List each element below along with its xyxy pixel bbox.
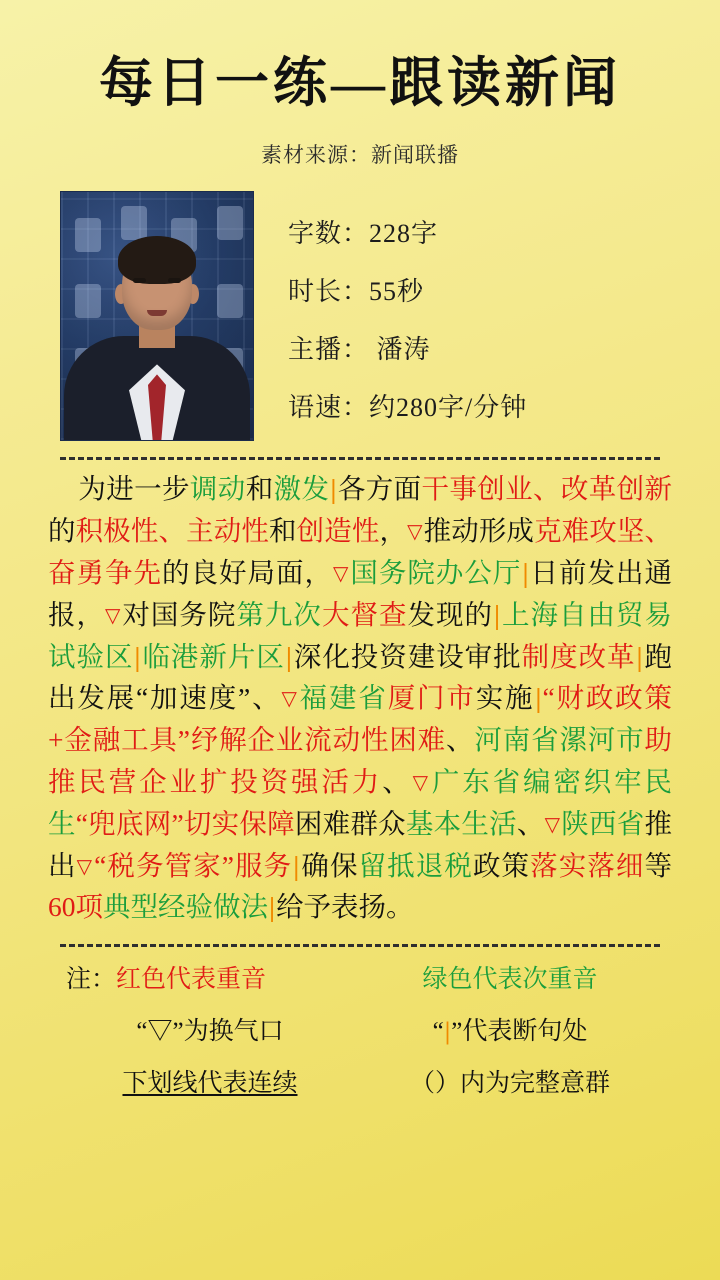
article-segment: 制度改革 xyxy=(521,640,636,672)
photo-decor xyxy=(121,206,147,240)
article-segment: 福建省 xyxy=(299,682,388,714)
article-segment: 上海自由贸易试验区 xyxy=(48,598,673,672)
article-segment: ▽ xyxy=(105,604,122,627)
legend-block xyxy=(60,959,660,1099)
article-segment: | xyxy=(134,640,141,672)
article-segment: 困难群众 xyxy=(294,807,406,839)
photo-decor xyxy=(217,284,243,318)
article-segment: 跑出发展“加速度”、 xyxy=(48,640,673,714)
article-segment: 给予表扬。 xyxy=(276,891,414,923)
legend-item-red xyxy=(60,959,360,995)
article-segment: 发现的 xyxy=(407,598,493,630)
article-segment: 大督查 xyxy=(321,598,408,630)
article-segment: 临港新片区 xyxy=(141,640,285,672)
legend-item-group: （）内为完整意群 xyxy=(409,1070,610,1098)
article-segment: | xyxy=(269,891,276,923)
article-segment: 干事创业、改革创新 xyxy=(421,473,673,505)
legend-item-pause xyxy=(360,1011,660,1047)
article-segment: 等 xyxy=(644,849,673,881)
pause-bar-icon: | xyxy=(444,1018,451,1046)
article-segment: 对国务院 xyxy=(122,598,237,630)
article-segment: 各方面 xyxy=(337,473,422,505)
article-segment: 调动 xyxy=(189,473,246,505)
article-segment: 实施 xyxy=(475,682,535,714)
article-segment: 留抵退税 xyxy=(358,849,473,881)
article-segment: 、 xyxy=(446,724,475,756)
article-segment: | xyxy=(522,556,529,588)
article-segment: ▽ xyxy=(544,813,561,836)
meta-duration: 时长：55秒 xyxy=(288,277,425,307)
article-segment: 第九次 xyxy=(236,598,322,630)
photo-decor xyxy=(217,206,243,240)
article-segment: “税务管家”服务 xyxy=(94,849,293,881)
article-segment: 的 xyxy=(48,515,76,547)
article-segment: “财政政策+金融工具” xyxy=(48,682,673,756)
article-segment: 陕西省 xyxy=(561,807,645,839)
divider-bottom xyxy=(60,944,660,947)
article-segment: 推出 xyxy=(48,807,673,881)
article-segment: 60项 xyxy=(48,891,103,923)
article-segment: 和 xyxy=(245,473,274,505)
legend-item-breath: “▽”为换气口 xyxy=(136,1018,284,1046)
article-segment: 的良好局面， xyxy=(162,556,334,588)
article-segment: 推动形成 xyxy=(423,515,535,547)
article-segment: 为进一步 xyxy=(78,473,190,505)
article-segment: | xyxy=(535,682,542,714)
article-segment: 日前发出通报， xyxy=(48,556,673,630)
article-segment: ▽ xyxy=(333,562,350,585)
anchor-hair xyxy=(118,236,196,284)
article-segment: ， xyxy=(379,515,408,547)
article-segment: | xyxy=(285,640,292,672)
article-segment: “兜底网” xyxy=(75,807,184,839)
meta-word-count: 字数：228字 xyxy=(288,219,439,249)
article-segment: 确保 xyxy=(300,849,359,881)
legend-prefix: 注： xyxy=(66,966,117,994)
article-segment: 切实保障 xyxy=(183,807,295,839)
article-segment: ▽ xyxy=(407,521,423,544)
article-segment: 、 xyxy=(382,765,413,797)
article-segment: ▽ xyxy=(412,771,431,794)
meta-speed: 语速：约280字/分钟 xyxy=(288,393,528,423)
page-title: 每日一练—跟读新闻 xyxy=(99,53,621,113)
article-segment: 厦门市 xyxy=(387,682,476,714)
article-text xyxy=(48,473,672,922)
article-segment: 广东省编密织牢民生 xyxy=(48,765,673,839)
legend-item-green: 绿色代表次重音 xyxy=(422,966,598,994)
legend-label-underline: 下划线代表连续 xyxy=(122,1070,298,1098)
meta-list xyxy=(288,191,527,424)
anchor-photo xyxy=(60,191,254,441)
anchor-eye-left xyxy=(133,278,146,283)
legend-item-underline xyxy=(60,1063,360,1099)
article-body xyxy=(46,466,674,928)
info-block xyxy=(50,191,670,441)
article-segment: 助推民营企业扩投资强活力 xyxy=(48,724,673,797)
article-segment: 纾解企业流动性困难 xyxy=(189,724,447,756)
article-segment: 创造性 xyxy=(296,515,380,547)
divider-top xyxy=(60,457,660,460)
article-segment: ▽ xyxy=(281,688,299,711)
article-segment: 国务院办公厅 xyxy=(350,556,522,588)
article-segment: ▽ xyxy=(76,855,94,878)
article-segment: 河南省漯河市 xyxy=(474,724,645,756)
legend-pause-post: ”代表断句处 xyxy=(451,1018,588,1046)
article-segment: | xyxy=(636,640,643,672)
article-segment: 克难攻坚、奋勇争先 xyxy=(48,515,673,588)
article-segment: 、 xyxy=(516,807,545,839)
article-segment: 深化投资建设审批 xyxy=(292,640,522,672)
article-segment: | xyxy=(493,598,501,630)
photo-decor xyxy=(75,284,101,318)
article-segment: 基本生活 xyxy=(405,807,517,839)
legend-label-red: 红色代表重音 xyxy=(116,966,267,994)
article-segment: 典型经验做法 xyxy=(103,891,268,923)
article-segment: 激发 xyxy=(273,473,330,505)
anchor-eye-right xyxy=(168,278,181,283)
article-segment: 落实落细 xyxy=(530,849,645,881)
source-line: 素材来源：新闻联播 xyxy=(261,143,459,168)
meta-anchor: 主播： 潘涛 xyxy=(288,335,431,365)
article-segment: | xyxy=(293,849,300,881)
article-segment: 和 xyxy=(268,515,297,547)
article-segment: 积极性、主动性 xyxy=(75,515,269,547)
article-segment: 政策 xyxy=(472,849,531,881)
photo-decor xyxy=(75,218,101,252)
article-segment: | xyxy=(330,473,337,505)
legend-pause-pre: “ xyxy=(432,1018,444,1046)
